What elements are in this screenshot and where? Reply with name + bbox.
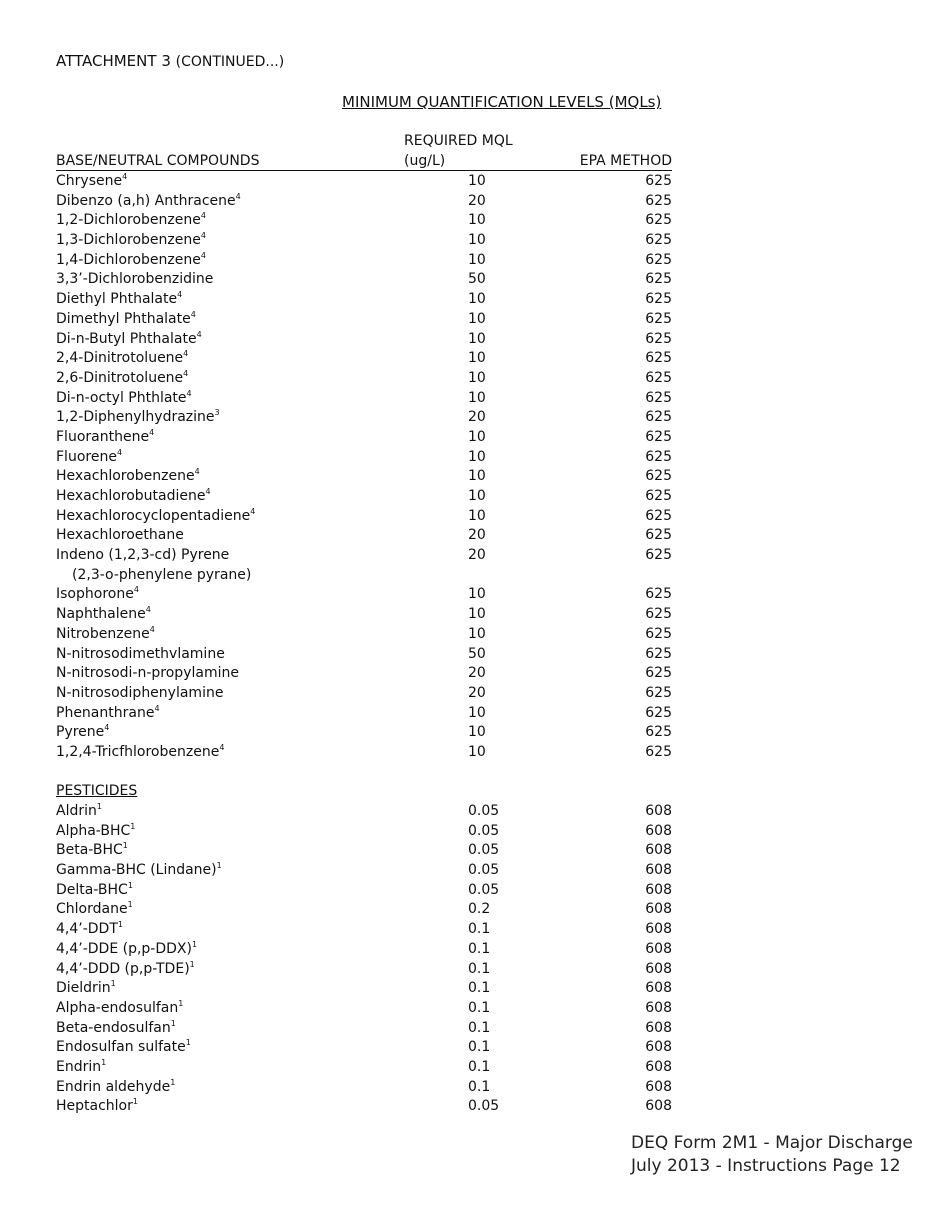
- compound-name: [56, 408, 220, 428]
- compound-name: [56, 920, 123, 940]
- epa-method-value: 625: [645, 488, 672, 504]
- table-row: [56, 507, 672, 527]
- mql-value: 0.05: [468, 881, 500, 898]
- compound-name: [56, 428, 154, 448]
- mql-value: 10: [468, 369, 486, 386]
- mql-value: 0.05: [468, 862, 500, 879]
- column-header-required-mql: REQUIRED MQL: [404, 133, 513, 149]
- footer-form-line: DEQ Form 2M1 - Major Discharge: [631, 1133, 913, 1153]
- compound-name-text: Beta-endosulfan: [56, 1019, 171, 1036]
- footnote-marker: 4: [183, 368, 189, 378]
- footnote-marker: 4: [200, 231, 206, 241]
- mql-value: 10: [468, 291, 486, 308]
- epa-method-value: 608: [645, 921, 672, 938]
- compound-name-text: N-nitrosodiphenylamine: [56, 684, 224, 701]
- table-row: [56, 585, 672, 605]
- table-row: [56, 979, 672, 999]
- table-row: [56, 645, 672, 665]
- footnote-marker: 3: [214, 408, 220, 418]
- footnote-marker: 1: [216, 861, 222, 871]
- compound-name: [56, 526, 184, 546]
- epa-method-value: 625: [645, 665, 672, 682]
- compound-name: [56, 645, 225, 665]
- table-row: [56, 526, 672, 546]
- page-title: MINIMUM QUANTIFICATION LEVELS (MQLs): [342, 93, 662, 111]
- epa-method-value: 608: [645, 1058, 672, 1075]
- mql-table: [56, 172, 672, 1117]
- footnote-marker: 4: [200, 250, 206, 260]
- attachment-label: ATTACHMENT 3: [56, 52, 171, 70]
- compound-name-text: Phenanthrane: [56, 704, 155, 721]
- footnote-marker: 4: [177, 290, 183, 300]
- footnote-marker: 1: [170, 1018, 176, 1028]
- compound-name-text: 4,4’-DDE (p,p-DDX): [56, 940, 192, 957]
- footnote-marker: 4: [149, 624, 155, 634]
- compound-name: [56, 822, 135, 842]
- compound-name-text: 2,6-Dinitrotoluene: [56, 369, 184, 386]
- continued-label: (CONTINUED...): [175, 54, 285, 70]
- column-header-compound: BASE/NEUTRAL COMPOUNDS: [56, 153, 260, 169]
- epa-method-value: 608: [645, 980, 672, 997]
- compound-name-text: Beta-BHC: [56, 842, 123, 859]
- compound-name: [56, 487, 211, 507]
- compound-name-text: Di-n-octyl Phthlate: [56, 389, 187, 406]
- compound-name-text: Endrin aldehyde: [56, 1078, 171, 1095]
- mql-value: 20: [468, 527, 486, 544]
- footnote-marker: 1: [127, 900, 133, 910]
- table-row: [56, 841, 672, 861]
- mql-value: 10: [468, 704, 486, 721]
- mql-value: 0.1: [468, 1058, 491, 1075]
- footnote-marker: 4: [104, 723, 110, 733]
- footnote-marker: 1: [127, 880, 133, 890]
- mql-value: 10: [468, 350, 486, 367]
- mql-value: 0.1: [468, 980, 491, 997]
- table-row: [56, 487, 672, 507]
- mql-value: 20: [468, 409, 486, 426]
- table-row: [56, 664, 672, 684]
- table-row: [56, 940, 672, 960]
- table-row: [56, 881, 672, 901]
- compound-name: [56, 704, 160, 724]
- table-row: [56, 802, 672, 822]
- footnote-marker: 4: [186, 388, 192, 398]
- epa-method-value: 625: [645, 704, 672, 721]
- compound-name: [56, 881, 133, 901]
- mql-value: 0.1: [468, 999, 491, 1016]
- compound-name-text: 1,3-Dichlorobenzene: [56, 232, 201, 249]
- compound-name: [56, 861, 222, 881]
- epa-method-value: 625: [645, 724, 672, 741]
- epa-method-value: 625: [645, 586, 672, 603]
- compound-name-text: 1,2-Diphenylhydrazine: [56, 409, 215, 426]
- table-row: [56, 625, 672, 645]
- mql-value: 0.1: [468, 1078, 491, 1095]
- table-row: [56, 369, 672, 389]
- footnote-marker: 1: [117, 920, 123, 930]
- header-rule: [56, 170, 672, 171]
- compound-name: [56, 546, 229, 566]
- compound-name: [56, 270, 213, 290]
- attachment-heading: [56, 52, 284, 70]
- epa-method-value: 608: [645, 1098, 672, 1115]
- epa-method-value: 625: [645, 251, 672, 268]
- footnote-marker: 1: [191, 939, 198, 949]
- mql-value: 50: [468, 645, 486, 662]
- compound-name-text: 1,2,4-Tricfhlorobenzene: [56, 743, 220, 760]
- mql-value: 0.1: [468, 1039, 491, 1056]
- compound-name: [56, 172, 127, 192]
- epa-method-value: 625: [645, 527, 672, 544]
- table-row: [56, 408, 672, 428]
- mql-value: 10: [468, 507, 486, 524]
- mql-value: 20: [468, 665, 486, 682]
- compound-name: [56, 625, 155, 645]
- footnote-marker: 1: [96, 802, 102, 811]
- epa-method-value: 608: [645, 1039, 672, 1056]
- table-row: [56, 1078, 672, 1098]
- compound-name-text: Gamma-BHC (Lindane): [56, 862, 217, 879]
- compound-name-text: Indeno (1,2,3-cd) Pyrene: [56, 547, 230, 564]
- epa-method-value: 625: [645, 369, 672, 386]
- compound-name-text: Chlordane: [56, 901, 128, 918]
- table-row: [56, 251, 672, 271]
- compound-name: [56, 1038, 191, 1058]
- mql-value: 10: [468, 389, 486, 406]
- compound-name: [56, 802, 102, 822]
- epa-method-value: 608: [645, 960, 672, 977]
- compound-name: [56, 290, 182, 310]
- mql-value: 10: [468, 212, 486, 229]
- mql-value: 10: [468, 743, 486, 760]
- footnote-marker: 4: [122, 172, 128, 181]
- table-row: [56, 605, 672, 625]
- mql-value: 20: [468, 547, 486, 564]
- compound-name: [56, 211, 206, 231]
- compound-name: [56, 231, 206, 251]
- epa-method-value: 625: [645, 625, 672, 642]
- table-row: [56, 389, 672, 409]
- table-row: [56, 546, 672, 566]
- compound-name-text: Fluorene: [56, 448, 117, 465]
- compound-name: [56, 310, 196, 330]
- compound-name: [56, 960, 195, 980]
- footer-page-line: July 2013 - Instructions Page 12: [631, 1156, 901, 1176]
- table-row: [56, 330, 672, 350]
- epa-method-value: 625: [645, 330, 672, 347]
- compound-name-text: 4,4’-DDD (p,p-TDE): [56, 960, 190, 977]
- epa-method-value: 625: [645, 428, 672, 445]
- footnote-marker: 4: [183, 349, 189, 359]
- table-row: [56, 1019, 672, 1039]
- footnote-marker: 4: [194, 467, 200, 477]
- mql-value: 10: [468, 330, 486, 347]
- footnote-marker: 4: [250, 506, 256, 516]
- compound-name: [56, 585, 139, 605]
- compound-name-text: 3,3’-Dichlorobenzidine: [56, 271, 214, 288]
- epa-method-value: 608: [645, 1019, 672, 1036]
- mql-value: 10: [468, 310, 486, 327]
- mql-value: 0.05: [468, 822, 500, 839]
- epa-method-value: 625: [645, 232, 672, 249]
- table-row: [56, 861, 672, 881]
- compound-name-text: Endosulfan sulfate: [56, 1039, 186, 1056]
- compound-name: [56, 723, 109, 743]
- mql-value: 10: [468, 625, 486, 642]
- footnote-marker: 4: [205, 487, 211, 496]
- compound-name-text: 1,4-Dichlorobenzene: [56, 251, 201, 268]
- compound-name-text: (2,3-o-phenylene pyrane): [72, 566, 252, 583]
- compound-name-text: Fluoranthene: [56, 428, 150, 445]
- compound-name-text: N-nitrosodimethvlamine: [56, 645, 225, 662]
- mql-value: 10: [468, 448, 486, 465]
- table-row: [56, 349, 672, 369]
- table-row: [56, 920, 672, 940]
- compound-name: [56, 1019, 176, 1039]
- compound-name-text: Isophorone: [56, 586, 134, 603]
- mql-value: 10: [468, 724, 486, 741]
- epa-method-value: 625: [645, 409, 672, 426]
- mql-value: 20: [468, 192, 486, 209]
- mql-value: 0.05: [468, 803, 500, 819]
- footnote-marker: 1: [122, 841, 128, 851]
- table-row: [56, 704, 672, 724]
- section-row: [56, 782, 672, 802]
- compound-name-text: 2,4-Dinitrotoluene: [56, 350, 184, 367]
- compound-name: [56, 664, 239, 684]
- compound-name-text: Hexachlorobutadiene: [56, 488, 206, 504]
- footnote-marker: 1: [132, 1097, 138, 1107]
- epa-method-value: 625: [645, 645, 672, 662]
- epa-method-value: 625: [645, 448, 672, 465]
- footnote-marker: 4: [190, 309, 196, 319]
- compound-name: [56, 251, 206, 271]
- epa-method-value: 625: [645, 507, 672, 524]
- table-row: [56, 1038, 672, 1058]
- compound-name-text: Pyrene: [56, 724, 105, 741]
- epa-method-value: 625: [645, 547, 672, 564]
- column-header-units: (ug/L): [404, 153, 446, 169]
- compound-name-text: Alpha-BHC: [56, 822, 131, 839]
- mql-value: 10: [468, 606, 486, 623]
- epa-method-value: 608: [645, 842, 672, 859]
- epa-method-value: 608: [645, 803, 672, 819]
- table-row: [56, 172, 672, 192]
- compound-name-text: N-nitrosodi-n-propylamine: [56, 665, 239, 682]
- epa-method-value: 608: [645, 822, 672, 839]
- mql-value: 10: [468, 468, 486, 485]
- mql-value: 10: [468, 428, 486, 445]
- compound-name-text: Hexachloroethane: [56, 527, 184, 544]
- table-row: [56, 566, 672, 586]
- column-header-epa-method: EPA METHOD: [579, 153, 672, 169]
- compound-name-text: Di-n-Butyl Phthalate: [56, 330, 197, 347]
- compound-name-text: Hexachlorobenzene: [56, 468, 195, 485]
- compound-name: [56, 1058, 106, 1078]
- table-row: [56, 999, 672, 1019]
- compound-name-text: Endrin: [56, 1058, 102, 1075]
- footnote-marker: 4: [145, 605, 151, 615]
- compound-name: [56, 389, 192, 409]
- compound-name: [56, 900, 133, 920]
- table-row: [56, 231, 672, 251]
- footnote-marker: 1: [185, 1038, 191, 1048]
- mql-value: 50: [468, 271, 486, 288]
- compound-name: [56, 349, 188, 369]
- compound-name-text: Nitrobenzene: [56, 625, 150, 642]
- footnote-marker: 4: [154, 703, 160, 713]
- footnote-marker: 1: [130, 821, 136, 831]
- epa-method-value: 608: [645, 901, 672, 918]
- footnote-marker: 1: [189, 959, 195, 969]
- spacer-row: [56, 763, 672, 783]
- compound-name-text: Naphthalene: [56, 606, 146, 623]
- compound-name: [56, 1097, 138, 1117]
- footnote-marker: 4: [133, 585, 139, 595]
- footnote-marker: 4: [200, 211, 206, 221]
- mql-value: 0.1: [468, 1019, 491, 1036]
- footnote-marker: 4: [219, 742, 225, 752]
- compound-name: [56, 684, 223, 704]
- mql-value: 10: [468, 586, 486, 603]
- compound-name-text: Hexachlorocyclopentadiene: [56, 507, 251, 524]
- table-row: [56, 211, 672, 231]
- epa-method-value: 625: [645, 350, 672, 367]
- footnote-marker: 4: [116, 447, 123, 457]
- table-row: [56, 428, 672, 448]
- compound-name-text: 1,2-Dichlorobenzene: [56, 212, 201, 229]
- footnote-marker: 1: [101, 1057, 107, 1067]
- epa-method-value: 625: [645, 684, 672, 701]
- mql-value: 10: [468, 488, 486, 504]
- table-row: [56, 310, 672, 330]
- epa-method-value: 625: [645, 192, 672, 209]
- compound-name-text: Dieldrin: [56, 980, 111, 997]
- epa-method-value: 625: [645, 212, 672, 229]
- table-row: [56, 448, 672, 468]
- table-row: [56, 723, 672, 743]
- mql-value: 0.05: [468, 842, 500, 859]
- compound-name: [56, 192, 241, 212]
- footnote-marker: 4: [235, 191, 241, 201]
- epa-method-value: 608: [645, 940, 672, 957]
- table-row: [56, 270, 672, 290]
- table-row: [56, 900, 672, 920]
- footnote-marker: 4: [149, 427, 155, 437]
- epa-method-value: 608: [645, 1078, 672, 1095]
- epa-method-value: 625: [645, 743, 672, 760]
- footnote-marker: 1: [110, 979, 116, 989]
- table-row: [56, 1058, 672, 1078]
- compound-name: [56, 605, 151, 625]
- compound-name-text: Delta-BHC: [56, 881, 128, 898]
- compound-name-text: Dibenzo (a,h) Anthracene: [56, 192, 236, 209]
- mql-value: 0.2: [468, 901, 491, 918]
- compound-name: [56, 743, 224, 763]
- compound-name: [56, 841, 128, 861]
- compound-name: [56, 999, 183, 1019]
- epa-method-value: 608: [645, 881, 672, 898]
- compound-name: [72, 566, 251, 586]
- compound-name: [56, 979, 116, 999]
- epa-method-value: 608: [645, 862, 672, 879]
- compound-name: [56, 467, 200, 487]
- epa-method-value: 625: [645, 310, 672, 327]
- epa-method-value: 625: [645, 468, 672, 485]
- table-row: [56, 684, 672, 704]
- epa-method-value: 625: [645, 389, 672, 406]
- compound-name: [56, 940, 197, 960]
- compound-name-text: Heptachlor: [56, 1098, 133, 1115]
- compound-name: [56, 448, 122, 468]
- table-row: [56, 467, 672, 487]
- mql-value: 10: [468, 232, 486, 249]
- section-title-pesticides: PESTICIDES: [56, 783, 138, 800]
- compound-name-text: Diethyl Phthalate: [56, 291, 178, 308]
- mql-value: 20: [468, 684, 486, 701]
- mql-value: 0.1: [468, 921, 491, 938]
- footnote-marker: 1: [178, 998, 184, 1008]
- table-row: [56, 822, 672, 842]
- compound-name: [56, 369, 188, 389]
- compound-name-text: Alpha-endosulfan: [56, 999, 179, 1016]
- table-row: [56, 1097, 672, 1117]
- epa-method-value: 608: [645, 999, 672, 1016]
- table-row: [56, 290, 672, 310]
- page-footer: [631, 1132, 913, 1178]
- compound-name: [56, 1078, 175, 1098]
- compound-name-text: 4,4’-DDT: [56, 921, 118, 938]
- compound-name: [56, 507, 255, 527]
- mql-value: 10: [468, 251, 486, 268]
- table-row: [56, 960, 672, 980]
- compound-name: [56, 330, 202, 350]
- epa-method-value: 625: [645, 173, 672, 189]
- compound-name-text: Aldrin: [56, 803, 97, 819]
- epa-method-value: 625: [645, 271, 672, 288]
- table-row: [56, 192, 672, 212]
- mql-value: 0.05: [468, 1098, 500, 1115]
- epa-method-value: 625: [645, 606, 672, 623]
- mql-value: 0.1: [468, 960, 491, 977]
- table-row: [56, 743, 672, 763]
- epa-method-value: 625: [645, 291, 672, 308]
- compound-name-text: Dimethyl Phthalate: [56, 310, 191, 327]
- footnote-marker: 1: [170, 1077, 176, 1087]
- footnote-marker: 4: [196, 329, 202, 339]
- mql-value: 0.1: [468, 940, 491, 957]
- compound-name-text: Chrysene: [56, 173, 123, 189]
- mql-value: 10: [468, 173, 486, 189]
